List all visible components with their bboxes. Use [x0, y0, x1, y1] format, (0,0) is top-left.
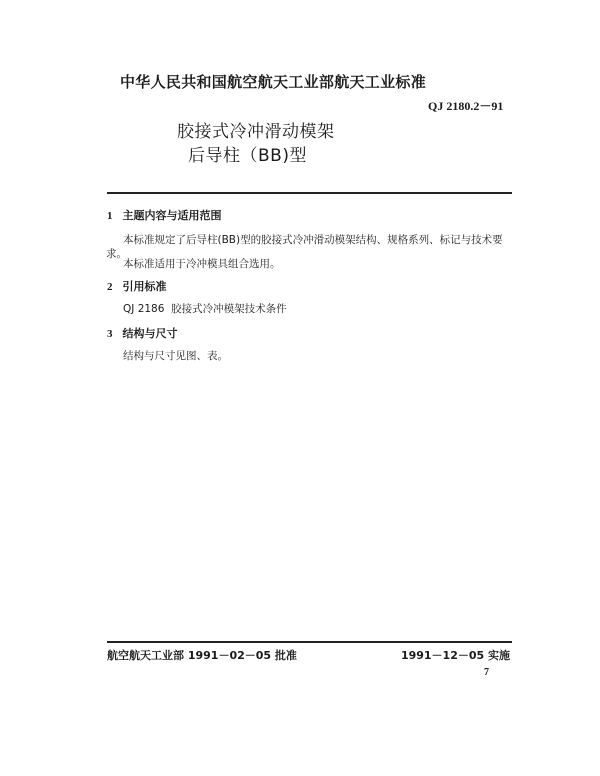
page-number: 7 — [484, 667, 489, 678]
section-title: 引用标准 — [122, 280, 167, 293]
issuing-organization: 中华人民共和国航空航天工业部航天工业标准 — [120, 73, 427, 91]
implementation-date: 1991－12－05 实施 — [400, 649, 510, 662]
section-1-heading — [107, 207, 222, 223]
section-title: 结构与尺寸 — [122, 327, 178, 340]
section-2-paragraph: QJ 2186 胶接式冷冲模架技术条件 — [123, 303, 287, 315]
section-number: 3 — [107, 328, 113, 340]
section-title: 主题内容与适用范围 — [122, 209, 222, 222]
document-title-line2: 后导柱（BB)型 — [188, 146, 307, 166]
section-2-heading — [107, 278, 167, 294]
document-title-line1: 胶接式冷冲滑动模架 — [177, 122, 335, 142]
section-1-paragraph: 本标准适用于冷冲模具组合选用。 — [123, 258, 281, 270]
header-divider — [107, 192, 512, 194]
section-number: 1 — [107, 210, 113, 222]
standard-code: QJ 2180.2－91 — [428, 99, 504, 113]
footer-divider — [107, 641, 512, 643]
section-3-paragraph: 结构与尺寸见图、表。 — [123, 350, 228, 362]
section-3-heading — [107, 325, 178, 341]
section-1-paragraph: 本标准规定了后导柱(BB)型的胶接式冷冲滑动模架结构、规格系列、标记与技术要 — [123, 234, 503, 246]
approval-date: 航空航天工业部 1991－02－05 批准 — [107, 649, 297, 662]
section-number: 2 — [107, 281, 113, 293]
section-1-paragraph-wrap: 求。 — [106, 248, 127, 260]
